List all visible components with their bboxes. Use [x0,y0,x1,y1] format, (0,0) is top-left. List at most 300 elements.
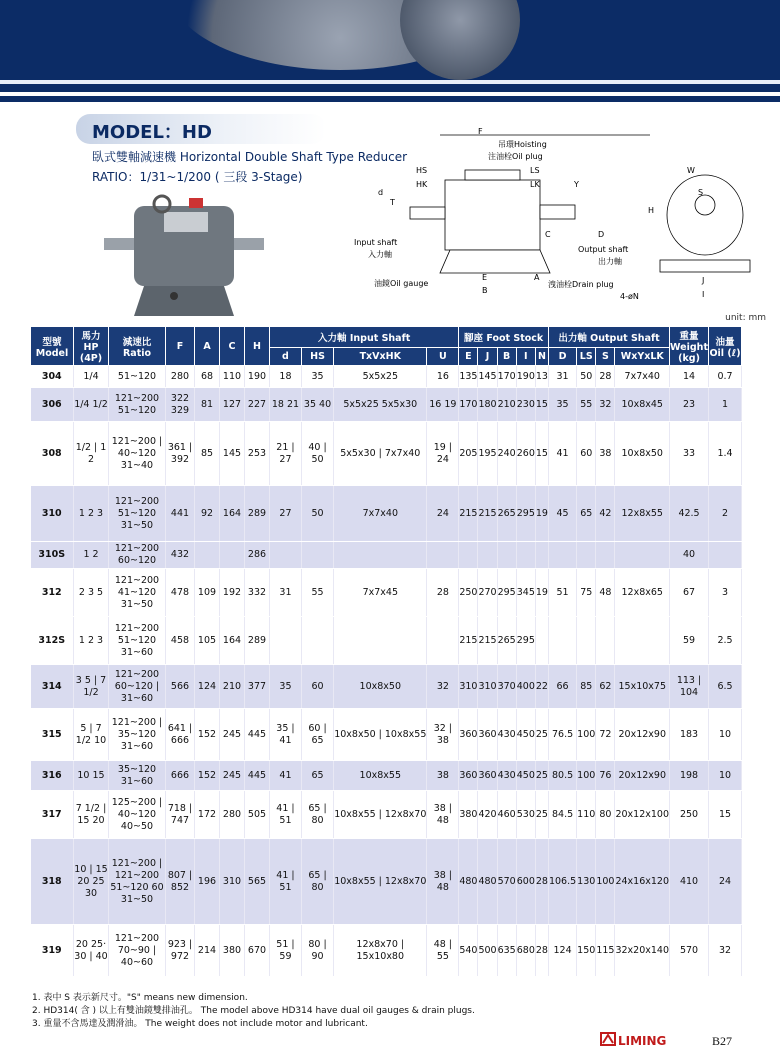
cell-F: 923 | 972 [166,925,195,977]
header-banner [0,0,780,92]
cell-F: 441 [166,486,195,542]
cell-A [195,542,220,569]
cell-H: 332 [245,569,270,617]
cell-C: 380 [220,925,245,977]
cell-d: 35 | 41 [270,709,302,761]
footnote-1: 1. 表中 S 表示新尺寸。"S" means new dimension. [32,993,248,1003]
cell-U: 38 [427,761,459,791]
cell-C: 164 [220,486,245,542]
product-subtitle: 臥式雙軸減速機 Horizontal Double Shaft Type Reducer [92,150,408,164]
cell-oil: 32 [709,925,742,977]
cell-hp: 2 3 5 [74,569,109,617]
subcol-2: TxVxHK [334,348,427,366]
banner-bottom-bar [0,96,780,102]
cell-ratio: 121~200 60~120 [109,542,166,569]
cell-C: 280 [220,791,245,839]
cell-hp: 20 25‧30 | 40 [74,925,109,977]
cell-W: 67 [670,569,709,617]
cell-S: 62 [596,665,615,709]
cell-TVHK [334,617,427,665]
col-F: F [166,327,195,366]
cell-d: 27 [270,486,302,542]
cell-ratio: 121~200 | 35~120 31~60 [109,709,166,761]
cell-U: 16 19 [427,388,459,422]
cell-H: 445 [245,761,270,791]
subcol-7: I [516,348,535,366]
footnote-2: 2. HD314( 含 ) 以上有雙油鏡雙排油孔。 The model above HD314 have dual oil gauges & drain plugs. [32,1006,475,1016]
col-foot-stock: 腳座 Foot Stock [459,327,549,348]
cell-U: 48 | 55 [427,925,459,977]
cell-LS: 100 [577,709,596,761]
svg-text:Input shaft: Input shaft [354,238,398,247]
cell-TVHK: 5x5x25 5x5x30 [334,388,427,422]
cell-hp: 10 15 [74,761,109,791]
cell-model: 304 [31,366,74,388]
cell-d: 31 [270,569,302,617]
cell-TVHK: 10x8x50 | 10x8x55 [334,709,427,761]
subcol-4: E [459,348,478,366]
cell-HS: 65 | 80 [301,839,333,925]
cell-oil: 15 [709,791,742,839]
cell-A: 109 [195,569,220,617]
cell-model: 314 [31,665,74,709]
svg-text:油鏡Oil gauge: 油鏡Oil gauge [374,279,429,288]
cell-B [497,542,516,569]
cell-d [270,542,302,569]
svg-text:HK: HK [416,180,428,189]
cell-TVHK: 10x8x55 | 12x8x70 [334,839,427,925]
cell-B: 265 [497,486,516,542]
unit-label: unit: mm [725,313,766,323]
cell-TVHK: 5x5x25 [334,366,427,388]
cell-I: 400 [516,665,535,709]
svg-text:Output shaft: Output shaft [578,245,629,254]
cell-LS: 75 [577,569,596,617]
cell-E: 380 [459,791,478,839]
cell-D: 45 [548,486,576,542]
cell-HS: 40 | 50 [301,422,333,486]
cell-LS: 130 [577,839,596,925]
cell-H: 227 [245,388,270,422]
brand-name: LIMING [618,1034,667,1048]
cell-W: 33 [670,422,709,486]
cell-E: 215 [459,617,478,665]
table-row [31,366,742,388]
cell-oil: 0.7 [709,366,742,388]
cell-HS: 65 [301,761,333,791]
col-hp: 馬力 HP (4P) [74,327,109,366]
cell-S: 115 [596,925,615,977]
cell-LS: 60 [577,422,596,486]
cell-d: 21 | 27 [270,422,302,486]
cell-J: 215 [478,486,497,542]
cell-TVHK: 7x7x45 [334,569,427,617]
cell-H: 445 [245,709,270,761]
svg-text:洩油栓Drain plug: 洩油栓Drain plug [548,280,614,289]
cell-HS: 50 [301,486,333,542]
cell-I: 530 [516,791,535,839]
cell-D: 80.5 [548,761,576,791]
cell-LS: 100 [577,761,596,791]
cell-S: 80 [596,791,615,839]
cell-TVHK: 12x8x70 | 15x10x80 [334,925,427,977]
cell-TVHK [334,542,427,569]
cell-WYLK: 24x16x120 [615,839,670,925]
cell-H: 286 [245,542,270,569]
cell-model: 319 [31,925,74,977]
cell-N: 28 [535,925,548,977]
cell-C: 110 [220,366,245,388]
cell-W: 59 [670,617,709,665]
cell-U: 32 | 38 [427,709,459,761]
cell-HS: 60 | 65 [301,709,333,761]
cell-model: 312 [31,569,74,617]
cell-TVHK: 7x7x40 [334,486,427,542]
cell-model: 312S [31,617,74,665]
cell-H: 289 [245,486,270,542]
subcol-5: J [478,348,497,366]
svg-text:J: J [702,276,705,285]
cell-B: 370 [497,665,516,709]
cell-J: 360 [478,709,497,761]
cell-ratio: 121~200 | 121~200 51~120 60 31~50 [109,839,166,925]
cell-oil: 3 [709,569,742,617]
cell-J: 500 [478,925,497,977]
cell-ratio: 121~200 51~120 31~60 [109,617,166,665]
cell-HS: 60 [301,665,333,709]
cell-H: 289 [245,617,270,665]
cell-S: 38 [596,422,615,486]
cell-C: 310 [220,839,245,925]
cell-model: 318 [31,839,74,925]
cell-A: 152 [195,709,220,761]
cell-F: 280 [166,366,195,388]
cell-I: 260 [516,422,535,486]
cell-oil: 6.5 [709,665,742,709]
cell-C [220,542,245,569]
cell-W: 113 | 104 [670,665,709,709]
cell-WYLK: 15x10x75 [615,665,670,709]
svg-text:T: T [390,198,395,207]
cell-I: 230 [516,388,535,422]
table-row [31,925,742,977]
svg-text:LK: LK [530,180,540,189]
model-title: MODEL：HD [92,122,212,143]
cell-U: 19 | 24 [427,422,459,486]
cell-d: 51 | 59 [270,925,302,977]
cell-WYLK: 20x12x100 [615,791,670,839]
cell-hp: 1/2 | 1 2 [74,422,109,486]
cell-S: 48 [596,569,615,617]
cell-D: 31 [548,366,576,388]
cell-N: 25 [535,761,548,791]
cell-S: 32 [596,388,615,422]
cell-S: 72 [596,709,615,761]
cell-oil: 2 [709,486,742,542]
cell-oil: 1.4 [709,422,742,486]
cell-S: 100 [596,839,615,925]
cell-oil [709,542,742,569]
cell-F: 458 [166,617,195,665]
cell-A: 196 [195,839,220,925]
cell-model: 308 [31,422,74,486]
cell-LS [577,617,596,665]
cell-I: 295 [516,486,535,542]
cell-ratio: 121~200 60~120 | 31~60 [109,665,166,709]
cell-S: 28 [596,366,615,388]
cell-WYLK: 20x12x90 [615,761,670,791]
cell-J: 270 [478,569,497,617]
cell-F: 322 329 [166,388,195,422]
page-number: B27 [712,1034,733,1048]
cell-LS: 85 [577,665,596,709]
col-oil: 油量 Oil (ℓ) [709,327,742,366]
subcol-0: d [270,348,302,366]
subcol-3: U [427,348,459,366]
cell-I: 600 [516,839,535,925]
cell-d: 35 [270,665,302,709]
cell-d [270,617,302,665]
svg-text:H: H [648,206,655,215]
svg-text:I: I [702,290,705,299]
cell-N: 25 [535,709,548,761]
cell-A: 92 [195,486,220,542]
svg-text:S: S [698,188,704,197]
cell-I: 450 [516,709,535,761]
cell-HS [301,542,333,569]
cell-ratio: 121~200 51~120 [109,388,166,422]
subcol-9: D [548,348,576,366]
cell-hp: 1/4 1/2 [74,388,109,422]
cell-oil: 24 [709,839,742,925]
cell-A: 124 [195,665,220,709]
cell-F: 666 [166,761,195,791]
cell-J: 180 [478,388,497,422]
cell-E: 250 [459,569,478,617]
cell-J: 215 [478,617,497,665]
cell-model: 316 [31,761,74,791]
col-A: A [195,327,220,366]
cell-J: 480 [478,839,497,925]
cell-WYLK: 10x8x50 [615,422,670,486]
svg-text:A: A [534,273,540,282]
cell-model: 310 [31,486,74,542]
table-row [31,486,742,542]
cell-d: 41 | 51 [270,839,302,925]
reducer-photo [104,186,264,326]
cell-I: 295 [516,617,535,665]
col-model: 型號 Model [31,327,74,366]
cell-B: 240 [497,422,516,486]
cell-W: 42.5 [670,486,709,542]
cell-A: 81 [195,388,220,422]
cell-ratio: 125~200 | 40~120 40~50 [109,791,166,839]
cell-hp: 10 | 15 20 25 30 [74,839,109,925]
cell-WYLK [615,542,670,569]
cell-oil: 10 [709,761,742,791]
svg-text:C: C [545,230,551,239]
cell-I: 450 [516,761,535,791]
subcol-1: HS [301,348,333,366]
cell-F: 641 | 666 [166,709,195,761]
cell-N: 19 [535,486,548,542]
cell-H: 253 [245,422,270,486]
cell-LS: 55 [577,388,596,422]
cell-J: 360 [478,761,497,791]
col-C: C [220,327,245,366]
cell-J [478,542,497,569]
cell-A: 68 [195,366,220,388]
cell-B: 430 [497,761,516,791]
cell-HS: 35 [301,366,333,388]
cell-U: 32 [427,665,459,709]
cell-E: 135 [459,366,478,388]
cell-D: 124 [548,925,576,977]
cell-I: 345 [516,569,535,617]
cell-WYLK: 10x8x45 [615,388,670,422]
subcol-8: N [535,348,548,366]
cell-D: 106.5 [548,839,576,925]
cell-ratio: 121~200 | 40~120 31~40 [109,422,166,486]
cell-A: 214 [195,925,220,977]
ratio-text: RATIO：1/31~1/200 ( 三段 3-Stage) [92,170,303,184]
table-row [31,617,742,665]
cell-W: 250 [670,791,709,839]
cell-model: 306 [31,388,74,422]
cell-WYLK: 32x20x140 [615,925,670,977]
cell-J: 310 [478,665,497,709]
svg-text:D: D [598,230,605,239]
cell-U: 24 [427,486,459,542]
cell-N: 15 [535,388,548,422]
svg-text:入力軸: 入力軸 [368,250,392,259]
cell-hp: 1 2 3 [74,617,109,665]
cell-oil: 10 [709,709,742,761]
cell-B: 170 [497,366,516,388]
cell-H: 505 [245,791,270,839]
cell-A: 105 [195,617,220,665]
cell-D: 76.5 [548,709,576,761]
cell-HS: 55 [301,569,333,617]
brand-logo-icon [600,1030,616,1046]
col-output-shaft: 出力軸 Output Shaft [548,327,669,348]
cell-C: 164 [220,617,245,665]
cell-D: 51 [548,569,576,617]
cell-D: 41 [548,422,576,486]
spec-table [30,326,742,977]
cell-LS: 65 [577,486,596,542]
model-title-box [76,114,326,144]
cell-ratio: 121~200 51~120 31~50 [109,486,166,542]
cell-TVHK: 10x8x55 [334,761,427,791]
cell-D: 35 [548,388,576,422]
svg-text:W: W [687,166,695,175]
svg-text:注油栓Oil plug: 注油栓Oil plug [488,152,543,161]
cell-ratio: 121~200 70~90 | 40~60 [109,925,166,977]
cell-E: 215 [459,486,478,542]
cell-WYLK: 12x8x65 [615,569,670,617]
cell-N: 19 [535,569,548,617]
footnote-3: 3. 重量不含馬達及潤滑油。 The weight does not include motor and lubricant. [32,1019,368,1029]
svg-text:4-øN: 4-øN [620,292,639,301]
cell-hp: 1/4 [74,366,109,388]
cell-WYLK [615,617,670,665]
cell-N: 13 [535,366,548,388]
cell-B: 265 [497,617,516,665]
cell-B: 210 [497,388,516,422]
cell-S: 76 [596,761,615,791]
cell-J: 195 [478,422,497,486]
cell-B: 570 [497,839,516,925]
table-row [31,839,742,925]
cell-WYLK: 12x8x55 [615,486,670,542]
cell-N: 15 [535,422,548,486]
cell-hp: 1 2 [74,542,109,569]
cell-S [596,617,615,665]
cell-LS: 110 [577,791,596,839]
cell-HS: 35 40 [301,388,333,422]
cell-A: 172 [195,791,220,839]
table-row [31,665,742,709]
cell-ratio: 35~120 31~60 [109,761,166,791]
cell-HS [301,617,333,665]
svg-text:d: d [378,188,384,197]
cell-W: 14 [670,366,709,388]
cell-U [427,617,459,665]
cell-H: 377 [245,665,270,709]
svg-text:B: B [482,286,488,295]
cell-F: 718 | 747 [166,791,195,839]
cell-W: 570 [670,925,709,977]
cell-H: 670 [245,925,270,977]
cell-d: 18 [270,366,302,388]
subcol-12: WxYxLK [615,348,670,366]
cell-H: 565 [245,839,270,925]
cell-hp: 1 2 3 [74,486,109,542]
cell-hp: 3 5 | 7 1/2 [74,665,109,709]
gear-graphic-2 [400,0,520,80]
cell-W: 23 [670,388,709,422]
cell-S [596,542,615,569]
cell-I: 680 [516,925,535,977]
cell-WYLK: 20x12x90 [615,709,670,761]
cell-TVHK: 5x5x30 | 7x7x40 [334,422,427,486]
table-row [31,791,742,839]
cell-oil: 1 [709,388,742,422]
cell-model: 310S [31,542,74,569]
cell-E: 170 [459,388,478,422]
cell-W: 40 [670,542,709,569]
cell-B: 635 [497,925,516,977]
cell-D: 66 [548,665,576,709]
table-row [31,388,742,422]
cell-E: 540 [459,925,478,977]
cell-HS: 80 | 90 [301,925,333,977]
cell-F: 566 [166,665,195,709]
cell-oil: 2.5 [709,617,742,665]
cell-U: 38 | 48 [427,839,459,925]
table-row [31,422,742,486]
cell-H: 190 [245,366,270,388]
cell-hp: 5 | 7 1/2 10 [74,709,109,761]
cell-I: 190 [516,366,535,388]
cell-J: 420 [478,791,497,839]
cell-D [548,617,576,665]
cell-J: 145 [478,366,497,388]
cell-model: 317 [31,791,74,839]
cell-W: 183 [670,709,709,761]
subcol-10: LS [577,348,596,366]
